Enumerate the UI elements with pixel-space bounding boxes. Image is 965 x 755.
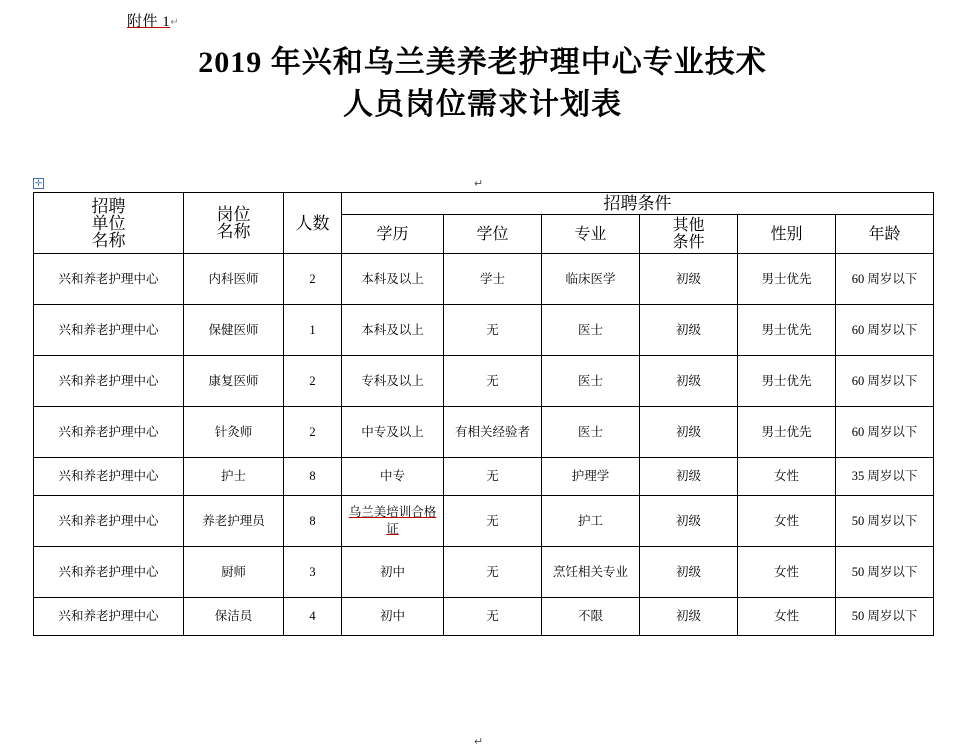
row-cell-age: 35 周岁以下 <box>836 458 934 496</box>
row-cell-gender: 男士优先 <box>738 356 836 407</box>
header-major: 专业 <box>542 215 640 254</box>
row-cell-post: 针灸师 <box>184 407 284 458</box>
row-cell-degree: 无 <box>444 598 542 636</box>
row-cell-other: 初级 <box>640 458 738 496</box>
row-cell-gender: 男士优先 <box>738 305 836 356</box>
row-cell-unit: 兴和养老护理中心 <box>34 305 184 356</box>
row-cell-other: 初级 <box>640 547 738 598</box>
header-count: 人数 <box>284 193 342 254</box>
row-cell-count: 8 <box>284 458 342 496</box>
row-cell-degree: 无 <box>444 356 542 407</box>
row-cell-education: 中专 <box>342 458 444 496</box>
table-header-row-1 <box>34 193 934 215</box>
row-cell-other: 初级 <box>640 407 738 458</box>
row-cell-education: 初中 <box>342 598 444 636</box>
header-post-name <box>184 193 284 254</box>
paragraph-mark-icon-bottom: ↵ <box>474 736 484 748</box>
table-row <box>34 598 934 636</box>
row-cell-other: 初级 <box>640 356 738 407</box>
row-cell-education: 本科及以上 <box>342 305 444 356</box>
row-cell-post: 护士 <box>184 458 284 496</box>
row-cell-gender: 女性 <box>738 458 836 496</box>
header-post-line-2: 名称 <box>216 222 251 241</box>
row-cell-age: 50 周岁以下 <box>836 598 934 636</box>
row-cell-education: 初中 <box>342 547 444 598</box>
row-cell-major: 不限 <box>542 598 640 636</box>
row-cell-degree: 无 <box>444 547 542 598</box>
row-cell-unit: 兴和养老护理中心 <box>34 407 184 458</box>
row-cell-education-text: 乌兰美培训合格证 <box>348 505 437 536</box>
row-cell-major: 临床医学 <box>542 254 640 305</box>
row-cell-unit: 兴和养老护理中心 <box>34 458 184 496</box>
row-cell-other: 初级 <box>640 305 738 356</box>
table-body <box>34 254 934 636</box>
row-cell-age: 60 周岁以下 <box>836 356 934 407</box>
header-post-line-1: 岗位 <box>216 205 251 224</box>
table-row <box>34 254 934 305</box>
header-other <box>640 215 738 254</box>
table-row <box>34 458 934 496</box>
row-cell-degree: 有相关经验者 <box>444 407 542 458</box>
row-cell-unit: 兴和养老护理中心 <box>34 356 184 407</box>
header-degree: 学位 <box>444 215 542 254</box>
row-cell-count: 4 <box>284 598 342 636</box>
table-row <box>34 547 934 598</box>
row-cell-major: 医士 <box>542 305 640 356</box>
row-cell-post: 保洁员 <box>184 598 284 636</box>
header-unit-name <box>34 193 184 254</box>
row-cell-education: 中专及以上 <box>342 407 444 458</box>
row-cell-post: 保健医师 <box>184 305 284 356</box>
row-cell-degree: 无 <box>444 458 542 496</box>
row-cell-count: 2 <box>284 254 342 305</box>
row-cell-education: 本科及以上 <box>342 254 444 305</box>
table-row <box>34 496 934 547</box>
row-cell-count: 1 <box>284 305 342 356</box>
page-title-line-2: 人员岗位需求计划表 <box>343 88 622 121</box>
row-cell-other: 初级 <box>640 598 738 636</box>
header-gender: 性别 <box>738 215 836 254</box>
header-unit-line-3: 名称 <box>91 230 126 250</box>
table-move-handle-icon[interactable]: ✛ <box>34 178 43 188</box>
recruitment-requirements-table <box>33 192 934 636</box>
header-education: 学历 <box>342 215 444 254</box>
row-cell-degree: 无 <box>444 305 542 356</box>
row-cell-other: 初级 <box>640 254 738 305</box>
row-cell-age: 60 周岁以下 <box>836 254 934 305</box>
table-row <box>34 407 934 458</box>
header-other-line-2: 条件 <box>672 234 705 251</box>
row-cell-major: 医士 <box>542 356 640 407</box>
row-cell-unit: 兴和养老护理中心 <box>34 496 184 547</box>
row-cell-count: 3 <box>284 547 342 598</box>
table-row <box>34 305 934 356</box>
row-cell-age: 50 周岁以下 <box>836 496 934 547</box>
row-cell-gender: 男士优先 <box>738 254 836 305</box>
row-cell-post: 内科医师 <box>184 254 284 305</box>
header-other-line-1: 其他 <box>672 217 705 234</box>
row-cell-other: 初级 <box>640 496 738 547</box>
row-cell-education <box>342 496 444 547</box>
header-unit-line-1: 招聘 <box>91 196 126 216</box>
row-cell-post: 厨师 <box>184 547 284 598</box>
header-age: 年龄 <box>836 215 934 254</box>
row-cell-count: 2 <box>284 356 342 407</box>
row-cell-unit: 兴和养老护理中心 <box>34 547 184 598</box>
paragraph-mark-icon: ↵ <box>170 17 180 29</box>
row-cell-gender: 女性 <box>738 598 836 636</box>
row-cell-unit: 兴和养老护理中心 <box>34 598 184 636</box>
paragraph-mark-icon-top: ↵ <box>474 178 484 190</box>
row-cell-major: 医士 <box>542 407 640 458</box>
row-cell-age: 60 周岁以下 <box>836 305 934 356</box>
row-cell-count: 2 <box>284 407 342 458</box>
attachment-label <box>127 10 179 31</box>
row-cell-major: 护工 <box>542 496 640 547</box>
page-title-line-1: 2019 年兴和乌兰美养老护理中心专业技术 <box>198 46 767 79</box>
row-cell-post: 养老护理员 <box>184 496 284 547</box>
row-cell-gender: 女性 <box>738 547 836 598</box>
row-cell-major: 护理学 <box>542 458 640 496</box>
row-cell-age: 50 周岁以下 <box>836 547 934 598</box>
row-cell-gender: 男士优先 <box>738 407 836 458</box>
row-cell-count: 8 <box>284 496 342 547</box>
header-conditions: 招聘条件 <box>342 193 934 215</box>
row-cell-gender: 女性 <box>738 496 836 547</box>
table-row <box>34 356 934 407</box>
attachment-label-text: 附件 1 <box>127 14 171 30</box>
row-cell-post: 康复医师 <box>184 356 284 407</box>
row-cell-education: 专科及以上 <box>342 356 444 407</box>
row-cell-unit: 兴和养老护理中心 <box>34 254 184 305</box>
row-cell-degree: 学士 <box>444 254 542 305</box>
row-cell-age: 60 周岁以下 <box>836 407 934 458</box>
header-unit-line-2: 单位 <box>91 213 126 233</box>
page-title <box>0 42 965 126</box>
row-cell-degree: 无 <box>444 496 542 547</box>
row-cell-major: 烹饪相关专业 <box>542 547 640 598</box>
